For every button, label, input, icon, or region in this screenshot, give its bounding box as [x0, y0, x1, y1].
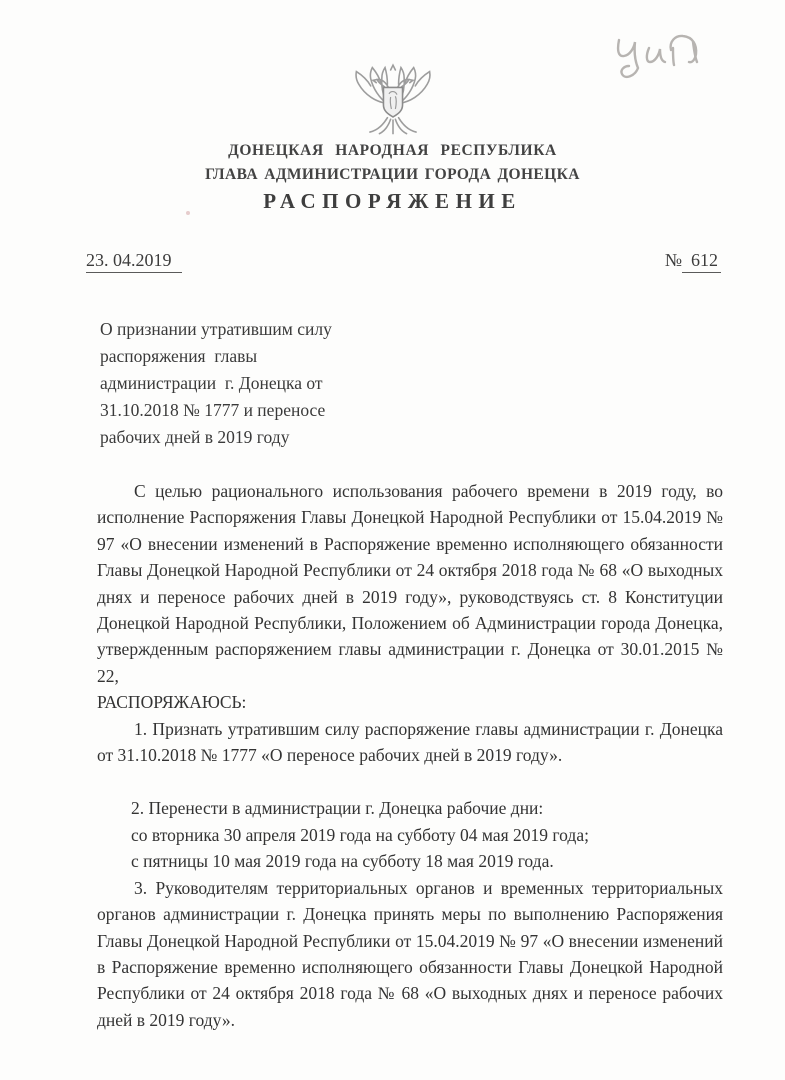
doc-number	[665, 250, 721, 273]
item-1-paragraph: 1. Признать утратившим силу распоряжение главы администрации г. Донецка от 31.10.2018 № 1777 «О переносе рабочих дней в 2019 году».	[97, 718, 723, 766]
item-2-line: с пятницы 10 мая 2019 года на субботу 18 мая 2019 года.	[131, 851, 554, 872]
subject-line: администрации г. Донецка от	[100, 373, 323, 393]
document-body	[97, 478, 723, 1033]
subject-line: рабочих дней в 2019 году	[100, 427, 290, 447]
doc-type-title: РАСПОРЯЖЕНИЕ	[263, 189, 522, 213]
subject-line: 31.10.2018 № 1777 и переносе	[100, 400, 326, 420]
preamble-paragraph: С целью рационального использования рабочего времени в 2019 году, во исполнение Распоряжения Главы Донецкой Народной Республики от 15.04.2019 № 97 «О внесении изменений в Распоряжение временно исполняющего обязанности Главы Донецкой Народной Республики от 24 октября 2018 года № 68 «О выходных днях и переносе рабочих дней в 2019 году», руководствуясь ст. 8 Конституции Донецкой Народной Республики, Положением об Администрации города Донецка, утвержденным распоряжением главы администрации г. Донецка от 30.01.2015 № 22,	[97, 481, 723, 686]
header-country: ДОНЕЦКАЯ НАРОДНАЯ РЕСПУБЛИКА	[228, 142, 557, 159]
handwritten-note-icon	[605, 14, 723, 86]
item-2-block	[131, 795, 723, 874]
subject-line: О признании утратившим силу	[100, 319, 332, 339]
resolution-word: РАСПОРЯЖАЮСЬ:	[97, 692, 247, 713]
subject-block	[100, 316, 420, 451]
item-3-paragraph: 3. Руководителям территориальных органов и временных территориальных органов администрации г. Донецка принять меры по выполнению Распоряжения Главы Донецкой Народной Республики от 15.04.2019 № 97 «О внесении изменений в Распоряжение временно исполняющего обязанности Главы Донецкой Народной Республики от 24 октября 2018 года № 68 «О выходных днях и переносе рабочих дней в 2019 году».	[97, 877, 723, 1030]
doc-date: 23. 04.2019	[86, 250, 182, 273]
doc-number-prefix: №	[664, 250, 682, 270]
meta-row	[86, 250, 721, 273]
item-2-line: со вторника 30 апреля 2019 года на субботу 04 мая 2019 года;	[131, 824, 589, 845]
subject-line: распоряжения главы	[100, 346, 258, 366]
doc-number-value: 612	[682, 250, 721, 273]
scan-speck	[186, 211, 190, 215]
header-authority: ГЛАВА АДМИНИСТРАЦИИ ГОРОДА ДОНЕЦКА	[205, 166, 580, 183]
emblem-shield	[383, 87, 402, 116]
dnr-coat-of-arms-icon	[341, 62, 445, 140]
item-2-intro: 2. Перенести в администрации г. Донецка рабочие дни:	[131, 798, 544, 819]
